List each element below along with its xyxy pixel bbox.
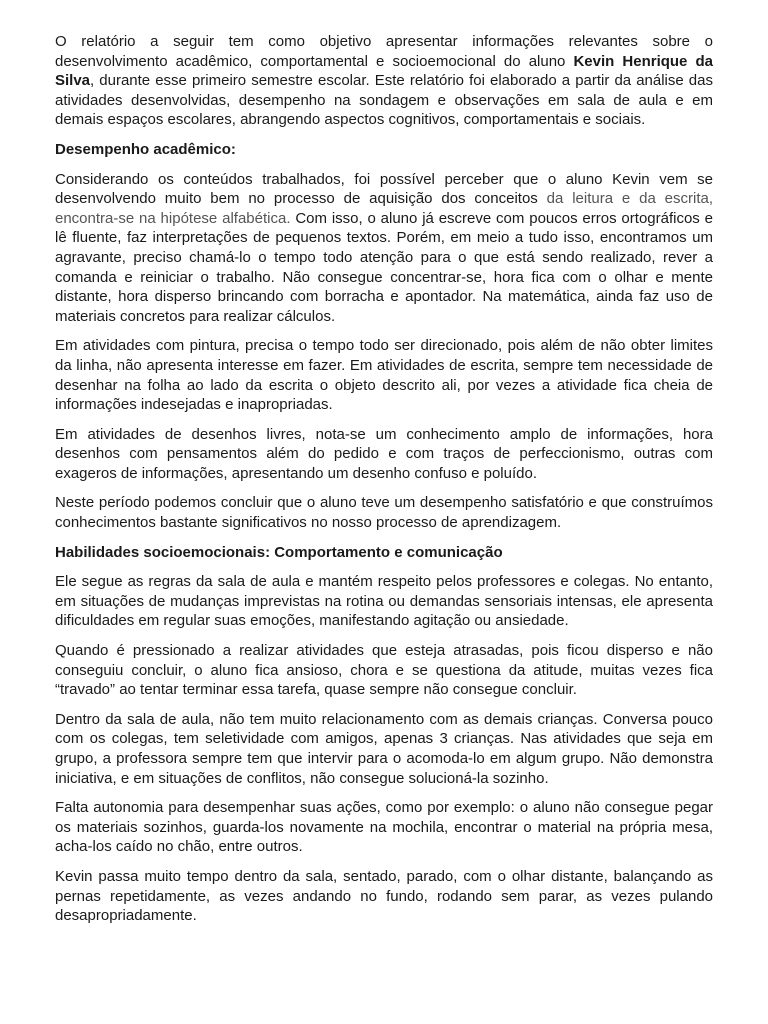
intro-text-start: O relatório a seguir tem como objetivo apresentar informações relevantes sobre o desenvolvimento acadêmico, comportamental e socioemocional do aluno (55, 33, 713, 70)
academic-paragraph-2: Em atividades com pintura, precisa o tempo todo ser direcionado, pois além de não obter limites da linha, não apresenta interesse em fazer. Em atividades de escrita, sempre tem necessidade de desenhar na folha ao lado da escrita o objeto descrito ali, por vezes a atividade fica cheia de informações indesejadas e inapropriadas. (55, 337, 713, 414)
socio-paragraph-1: Ele segue as regras da sala de aula e mantém respeito pelos professores e colegas. No entanto, em situações de mudanças imprevistas na rotina ou demandas sensoriais intensas, ele apresenta dificuldades em regular suas emoções, manifestando agitação ou ansiedade. (55, 573, 713, 630)
academic-paragraph-4: Neste período podemos concluir que o aluno teve um desempenho satisfatório e que construímos conhecimentos bastante significativos no nosso processo de aprendizagem. (55, 494, 713, 532)
socio-paragraph-2: Quando é pressionado a realizar atividades que esteja atrasadas, pois ficou disperso e não conseguiu concluir, o aluno fica ansioso, chora e se questiona da atitude, muitas vezes fica “travado” ao tentar terminar essa tarefa, quase sempre não consegue concluir. (55, 642, 713, 699)
academic-p1-start: Considerando os conteúdos trabalhados, foi possível perceber que o aluno Kevin vem se desenvolvendo muito bem no processo de aquisição dos conceitos (55, 170, 713, 208)
socio-paragraph-4: Falta autonomia para desempenhar suas ações, como por exemplo: o aluno não consegue pegar os materiais sozinhos, guarda-los novamente na mochila, encontrar o material na própria mesa, acha-los caído no chão, entre outros. (55, 799, 713, 856)
academic-heading: Desempenho acadêmico: (55, 140, 236, 158)
socio-paragraph-3: Dentro da sala de aula, não tem muito relacionamento com as demais crianças. Conversa pouco com os colegas, tem seletividade com amigos, apenas 3 crianças. Nas atividades que seja em grupo, a professora sempre tem que intervir para o acomoda-lo em algum grupo. Não demonstra iniciativa, e em situações de conflitos, não consegue solucioná-la sozinho. (55, 710, 713, 787)
intro-paragraph (55, 32, 713, 130)
academic-p1-highlight: da leitura e da escrita, encontra-se na hipótese alfabética. (55, 190, 713, 227)
socio-paragraph-5: Kevin passa muito tempo dentro da sala, sentado, parado, com o olhar distante, balançando as pernas repetidamente, as vezes andando no fundo, rodando sem parar, as vezes pulando desapropriadamente. (55, 867, 713, 925)
intro-text-end: , durante esse primeiro semestre escolar. Este relatório foi elaborado a partir da análise das atividades desenvolvidas, desempenho na sondagem e observações em sala de aula e em demais espaços escolares, abrangendo aspectos cognitivos, comportamentais e sociais. (55, 72, 713, 129)
academic-p1-end: Com isso, o aluno já escreve com poucos erros ortográficos e lê fluente, faz interpretações de pequenos textos. Porém, em meio a tudo isso, encontramos um agravante, preciso chamá-lo o tempo todo atenção para o que está sendo realizado, rever a comanda e reiniciar o trabalho. Não consegue concentrar-se, hora fica com o olhar e mente distante, hora disperso brincando com borracha e apontador. Na matemática, ainda faz uso de materiais concretos para realizar cálculos. (55, 209, 713, 325)
academic-paragraph-1 (55, 170, 713, 327)
student-name: Kevin Henrique da Silva (55, 52, 713, 90)
socio-heading: Habilidades socioemocionais: Comportamento e comunicação (55, 543, 503, 561)
academic-paragraph-3: Em atividades de desenhos livres, nota-se um conhecimento amplo de informações, hora desenhos com pensamentos além do pedido e com traços de perfeccionismo, outras com exageros de informações, apresentando um desenho confuso e poluído. (55, 425, 713, 482)
